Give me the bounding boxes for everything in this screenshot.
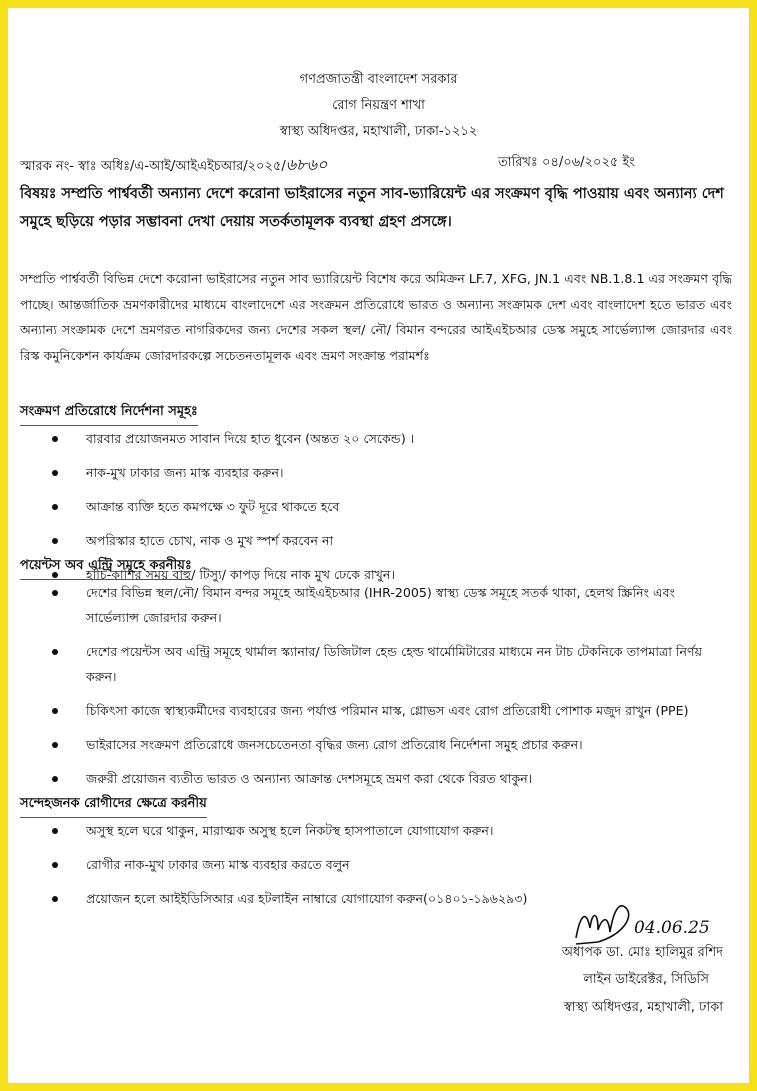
list-item-text: জরুরী প্রয়োজন ব্যতীত ভারত ও অন্যান্য আক্রান্ত দেশসমূহে ভ্রমণ করা থেকে বিরত থাকুন। — [86, 771, 533, 786]
list-item-text: দেশের পয়েন্টস অব এন্ট্রি সমূহে থার্মাল স্ক্যানার/ ডিজিটাল হেন্ড হেল্ড থার্মোমিটারের মাধ্যমে নন টাচ টেকনিকে তাপমাত্রা নির্ণয় করুন। — [86, 644, 703, 684]
list-item — [66, 460, 726, 485]
signer-title: লাইন ডাইরেক্টর, সিডিসি — [583, 972, 709, 987]
header-office: স্বাস্থ্য অধিদপ্তর, মহাখালী, ঢাকা-১২১২ — [279, 124, 478, 139]
memo-number — [20, 152, 327, 179]
body-paragraph: সম্প্রতি পার্শ্ববর্তী বিভিন্ন দেশে করোনা ভাইরাসের নতুন সাব ভ্যারিয়েন্ট বিশেষ করে অমিক্রন LF.7, XFG, JN.1 এবং NB.1.8.1 এর সংক্রমণ বৃদ্ধি পাচ্ছে। আন্তর্জাতিক ভ্রমণকারীদের মাধ্যমে বাংলাদেশে এর সংক্রমন প্রতিরোধে ভারত ও অন্যান্য সংক্রামক দেশ এবং বাংলাদেশ হতে ভারত এবং অন্যান্য সংক্রামক দেশে ভ্রমণরত নাগরিকদের জন্য দেশের সকল স্থল/ নৌ/ বিমান বন্দরের আইএইচআর ডেস্ক সমুহে সার্ভেল্যান্স জোরদার এবং রিস্ক কমুনিকেশন কার্যক্রম জোরদারকল্পে সচেতনতামূলক এবং ভ্রমণ সংক্রান্ত পরামর্শঃ — [20, 271, 732, 363]
subject: বিষয়ঃ সম্প্রতি পার্শ্ববর্তী অন্যান্য দেশে করোনা ভাইরাসের নতুন সাব-ভ্যারিয়েন্ট এর সংক্রমণ বৃদ্ধি পাওয়ায় এবং অন্যান্য দেশ সমুহে ছড়িয়ে পড়ার সম্ভাবনা দেখা দেয়ায় সতর্কতামূলক ব্যবস্থা গ্রহণ প্রসঙ্গে। — [20, 186, 724, 230]
bullet-icon — [52, 590, 58, 596]
memo-number-handwritten: ৬৮৬০ — [285, 155, 328, 174]
memo-prefix: স্মারক নং- স্বাঃ অধিঃ/এ-আই/আইএইচআর/২০২৫/ — [20, 159, 286, 174]
signature-date: 04.06.25 — [634, 918, 710, 938]
list-item-text: হাঁচি-কাশির সময় বাহু/ টিস্যু/ কাপড় দিয়ে নাক মুখ ঢেকে রাখুন। — [86, 567, 395, 582]
list-item — [66, 732, 726, 757]
list-item — [66, 528, 726, 553]
list-item — [66, 580, 726, 630]
points-of-entry-list — [66, 580, 726, 800]
bullet-icon — [52, 708, 58, 714]
bullet-icon — [52, 896, 58, 902]
bullet-icon — [52, 742, 58, 748]
list-item — [66, 494, 726, 519]
list-item-text: রোগীর নাক-মুখ ঢাকার জন্য মাস্ক ব্যবহার করতে বলুন — [86, 857, 350, 872]
document-page — [8, 8, 749, 1083]
bullet-icon — [52, 538, 58, 544]
list-item-text: অপরিস্কার হাতে চোখ, নাক ও মুখ স্পর্শ করবেন না — [86, 533, 334, 548]
bullet-icon — [52, 504, 58, 510]
section-title-suspected-patients: সন্দেহজনক রোগীদের ক্ষেত্রে করনীয় — [20, 794, 207, 818]
bullet-icon — [52, 862, 58, 868]
header-government: গণপ্রজাতন্ত্রী বাংলাদেশ সরকার — [299, 72, 458, 87]
bullet-icon — [52, 649, 58, 655]
bullet-icon — [52, 436, 58, 442]
list-item-text: বারবার প্রয়োজনমত সাবান দিয়ে হাত ধুবেন (অন্তত ২০ সেকেন্ড) । — [86, 431, 415, 446]
list-item — [66, 698, 726, 723]
signer-office: স্বাস্থ্য অধিদপ্তর, মহাখালী, ঢাকা — [563, 1000, 723, 1015]
list-item — [66, 426, 726, 451]
header-branch: রোগ নিয়ন্ত্রণ শাখা — [332, 98, 425, 113]
list-item-text: প্রয়োজন হলে আইইডিসিআর এর হটলাইন নাম্বারে যোগাযোগ করুন(০১৪০১-১৯৬২৯৩) — [86, 891, 528, 906]
section-title-prevention: সংক্রমণ প্রতিরোধে নির্দেশনা সমূহঃ — [20, 402, 198, 426]
list-item-text: আক্রান্ত ব্যক্তি হতে কমপক্ষে ৩ ফুট দূরে থাকতে হবে — [86, 499, 340, 514]
bullet-icon — [52, 470, 58, 476]
list-item-text: ভাইরাসের সংক্রমণ প্রতিরোধে জনসচেতেনতা বৃদ্ধির জন্য রোগ প্রতিরোধ নির্দেশনা সমুহ প্রচার করুন। — [86, 737, 583, 752]
list-item-text: নাক-মুখ ঢাকার জন্য মাস্ক ব্যবহার করুন। — [86, 465, 284, 480]
list-item — [66, 818, 726, 843]
bullet-icon — [52, 828, 58, 834]
signer-name: অধাপক ডা. মোঃ হালিমুর রশিদ — [561, 945, 723, 960]
bullet-icon — [52, 776, 58, 782]
list-item — [66, 852, 726, 877]
list-item — [66, 766, 726, 791]
list-item — [66, 639, 726, 689]
list-item-text: চিকিৎসা কাজে স্বাস্থ্যকর্মীদের ব্যবহারের জন্য পর্যাপ্ত পরিমান মাস্ক, গ্লোভস এবং রোগ প্রতিরোধী পোশাক মজুদ রাখুন (PPE) — [86, 703, 689, 718]
memo-date: তারিখঃ ০৪/০৬/২০২৫ ইং — [498, 155, 635, 170]
list-item-text: অসুস্থ হলে ঘরে থাকুন, মারাত্মক অসুস্থ হলে নিকটস্থ হাসপাতালে যোগাযোগ করুন। — [86, 823, 494, 838]
list-item-text: দেশের বিভিন্ন স্থল/নৌ/ বিমান বন্দর সমূহে আইএইচআর (IHR-2005) স্বাস্থ্য ডেস্ক সমূহে সতর্ক থাকা, হেলথ স্ক্রিনিং এবং সার্ভেল্যান্স জোরদার করুন। — [86, 585, 676, 625]
section-title-points-of-entry: পয়েন্টস অব এন্ট্রি সমূহে করনীয়ঃ — [20, 556, 192, 580]
